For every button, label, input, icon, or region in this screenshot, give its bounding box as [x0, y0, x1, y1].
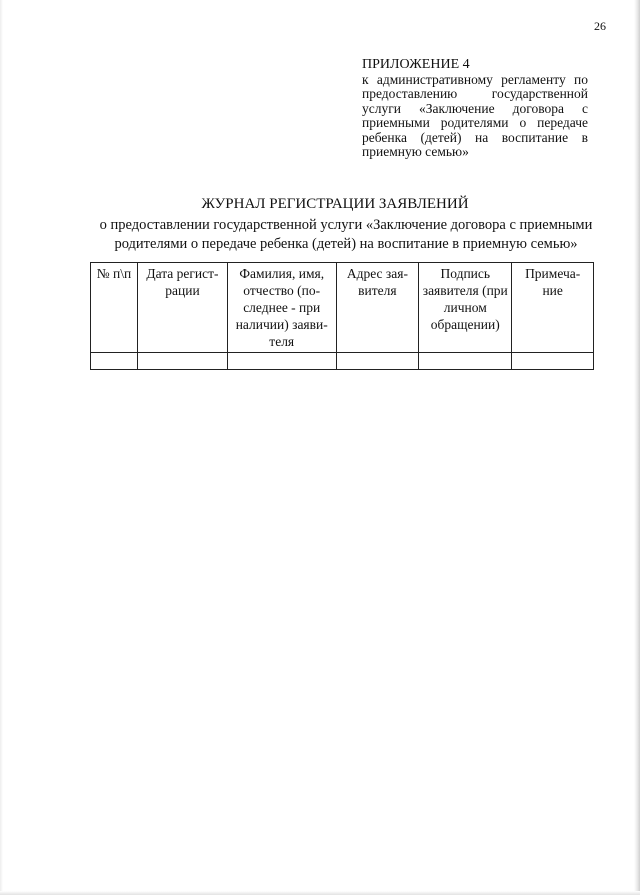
appendix-text: к административному регламенту по предоставлению государственной услуги «Заключение договора с приемными родителями о передаче ребенка (детей) на воспитание в приемную семью»: [362, 71, 588, 159]
scan-edge-left: [0, 0, 3, 895]
table-row: [91, 353, 594, 370]
column-header-applicant-address: Адрес зая-вителя: [336, 263, 419, 353]
column-header-note: Примеча-ние: [512, 263, 594, 353]
scan-edge-bottom: [0, 891, 640, 895]
table-cell: [419, 353, 512, 370]
table-cell: [138, 353, 228, 370]
page-number: 26: [594, 19, 606, 33]
appendix-title: ПРИЛОЖЕНИЕ 4: [362, 57, 470, 72]
table-cell: [336, 353, 419, 370]
table-cell: [512, 353, 594, 370]
table-header-row: [91, 263, 594, 353]
table-cell: [91, 353, 138, 370]
column-header-applicant-name: Фамилия, имя, отчество (по-следнее - при наличии) заяви-теля: [227, 263, 336, 353]
column-header-registration-date: Дата регист-рации: [138, 263, 228, 353]
appendix-block: [362, 58, 588, 160]
journal-title: ЖУРНАЛ РЕГИСТРАЦИИ ЗАЯВЛЕНИЙ: [201, 196, 469, 212]
column-header-number: № п\п: [91, 263, 138, 353]
table-cell: [227, 353, 336, 370]
journal-subtitle: о предоставлении государственной услуги «Заключение договора с приемными родителями о передаче ребенка (детей) на воспитание в приемную семью»: [99, 217, 593, 252]
scan-edge-right: [634, 0, 640, 895]
column-header-applicant-signature: Подпись заявителя (при личном обращении): [419, 263, 512, 353]
registration-table: [90, 262, 594, 370]
